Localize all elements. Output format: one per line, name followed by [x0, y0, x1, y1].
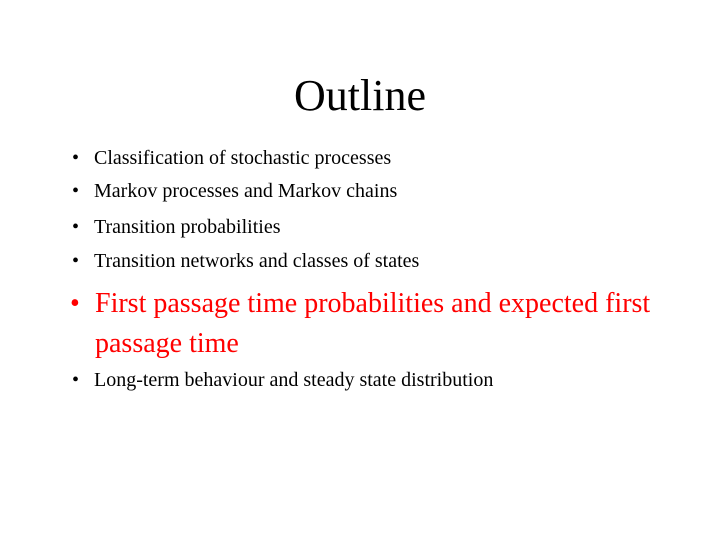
bullet-icon: • — [72, 216, 80, 238]
outline-item-label: First passage time probabilities and expected first passage time — [95, 288, 651, 359]
bullet-icon: • — [70, 288, 80, 319]
bullet-icon: • — [72, 369, 80, 391]
outline-item-label: Long-term behaviour and steady state distribution — [94, 369, 494, 391]
outline-item-label: Markov processes and Markov chains — [94, 180, 398, 202]
slide-title-text: Outline — [294, 71, 426, 120]
outline-item-label: Transition networks and classes of states — [94, 250, 420, 272]
bullet-icon: • — [72, 147, 80, 169]
bullet-icon: • — [72, 180, 80, 202]
outline-item-label: Transition probabilities — [94, 216, 281, 238]
outline-item-label: Classification of stochastic processes — [94, 147, 392, 169]
slide-title — [0, 70, 720, 122]
bullet-icon: • — [72, 250, 80, 272]
